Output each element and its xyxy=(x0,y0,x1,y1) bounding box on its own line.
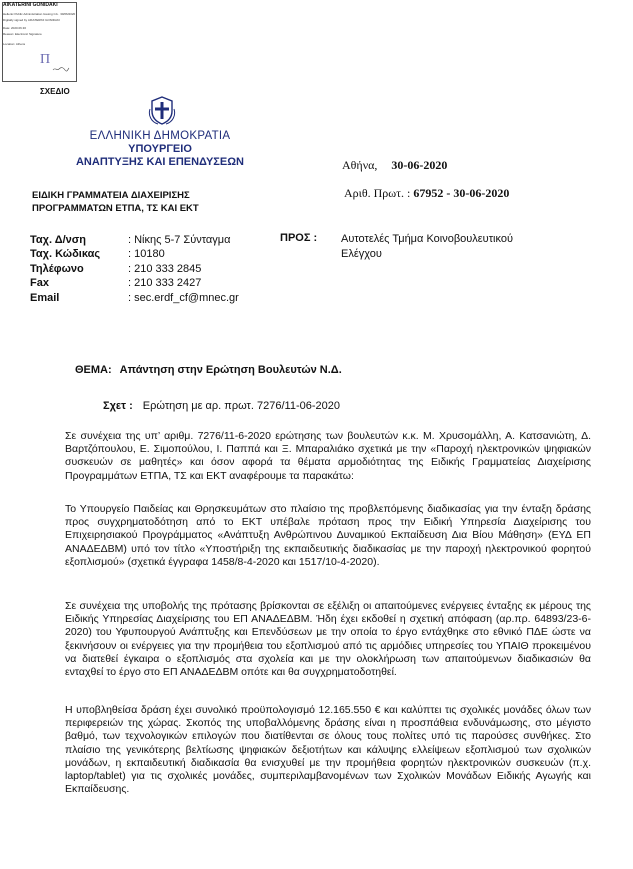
reference-label: Σχετ : xyxy=(103,400,133,412)
protocol-value: 67952 - 30-06-2020 xyxy=(413,186,510,200)
phone-label: Τηλέφωνο xyxy=(30,263,84,275)
subject-text: Απάντηση στην Ερώτηση Βουλευτών Ν.Δ. xyxy=(119,364,342,376)
signature-scribble-icon xyxy=(52,66,70,72)
postcode-value: : 10180 xyxy=(128,248,165,260)
stamp-line: Reason: Electronic Signature xyxy=(3,32,42,36)
phone-value: : 210 333 2845 xyxy=(128,263,202,275)
body-paragraph: Σε συνέχεια της υποβολής της πρότασης βρίσκονται σε εξέλιξη οι απαιτούμενες ενέργειες ένταξης εκ μέρους της Ειδικής Υπηρεσίας Διαχείρισης του ΕΠ ΑΝΑΔΕΔΒΜ. Ήδη έχει εκδοθεί η σχετική απόφαση (αρ.πρ. 64893/23-6-2020) του Υφυπουργού Ανάπτυξης και Επενδύσεων με την οποία το έργο εντάχθηκε στο εθνικό ΠΔΕ ώστε να ξεκινήσουν οι ενέργειες για την προμήθεια του εξοπλισμού από τις αρμόδιες υπηρεσίες του ΥΠΑΙΘ προκειμένου να διατεθεί έγκαιρα ο εξοπλισμός στα σχολεία και με την ολοκλήρωση των απαιτούμενων διαδικασιών θα ενταχθεί το έργο στο ΕΠ ΑΝΑΔΕΔΒΜ οπότε και θα συγχρηματοδοτηθεί. xyxy=(65,600,591,679)
republic-title: ΕΛΛΗΝΙΚΗ ΔΗΜΟΚΡΑΤΙΑ xyxy=(89,130,231,142)
address-value: : Νίκης 5-7 Σύνταγμα xyxy=(128,234,231,246)
subject-label: ΘΕΜΑ: xyxy=(75,364,112,376)
address-label: Ταχ. Δ/νση xyxy=(30,234,87,246)
fax-label: Fax xyxy=(30,277,49,289)
postcode-label: Ταχ. Κώδικας xyxy=(30,248,101,260)
reference-text: Ερώτηση με αρ. πρωτ. 7276/11-06-2020 xyxy=(142,400,340,412)
ministry-name: ΑΝΑΠΤΥΞΗΣ ΚΑΙ ΕΠΕΝΔΥΣΕΩΝ xyxy=(75,156,245,168)
email-label: Email xyxy=(30,292,60,304)
body-paragraph: Το Υπουργείο Παιδείας και Θρησκευμάτων στο πλαίσιο της προβλεπόμενης διαδικασίας για την ένταξη δράσης προς συγχρηματοδότηση από το ΕΚΤ υπέβαλε πρόταση προς την Ειδική Υπηρεσία Διαχείρισης του Επιχειρησιακού Προγράμματος «Ανάπτυξη Ανθρώπινου Δυναμικού Εκπαίδευση Δια Βίου Μάθηση» (ΕΥΔ ΕΠ ΑΝΑΔΕΔΒΜ) υπό τον τίτλο «Υποστήριξη της εκπαιδευτικής διαδικασίας με την παροχή ηλεκτρονικού φορητού εξοπλισμού» (σχετικά έγγραφα 1458/8-4-2020 και 1517/10-4-2020). xyxy=(65,503,591,568)
place-date xyxy=(342,158,447,173)
protocol-number xyxy=(344,186,509,201)
stamp-mark: Π xyxy=(40,52,51,67)
protocol-label: Αριθ. Πρωτ. : xyxy=(344,186,411,200)
subject-line xyxy=(75,364,342,376)
secretariat-line-2: ΠΡΟΓΡΑΜΜΑΤΩΝ ΕΤΠΑ, ΤΣ ΚΑΙ ΕΚΤ xyxy=(32,203,199,214)
stamp-line: Date: 2020.06.30 xyxy=(3,26,27,30)
recipient-value: Αυτοτελές Τμήμα Κοινοβουλευτικού Ελέγχου xyxy=(341,233,513,260)
city: Αθήνα, xyxy=(342,158,378,172)
greek-emblem-icon xyxy=(148,95,176,125)
stamp-line: Digitally signed by AIKATERINI GONIDAKI xyxy=(3,18,60,22)
reference-line xyxy=(103,400,340,412)
recipient-label: ΠΡΟΣ : xyxy=(280,232,318,244)
document-date: 30-06-2020 xyxy=(391,158,448,172)
stamp-line: Hellenic Public Administration Issuing CA · 30/06/2020 xyxy=(3,12,76,16)
stamp-line: Location: Athens xyxy=(3,42,26,46)
draft-label: ΣΧΕΔΙΟ xyxy=(40,87,70,96)
email-value: : sec.erdf_cf@mnec.gr xyxy=(128,292,239,304)
fax-value: : 210 333 2427 xyxy=(128,277,202,289)
body-paragraph: Η υποβληθείσα δράση έχει συνολικό προϋπολογισμό 12.165.550 € και καλύπτει τις σχολικές μονάδες όλων των περιφερειών της χώρας. Σκοπός της υποβαλλόμενης δράσης είναι η προσπάθεια ενδυνάμωσης, στο μέγιστο βαθμό, των τεχνολογικών επιλογών που διατίθενται σε όλους τους πολίτες υπό τις παρούσες συνθήκες. Στο πλαίσιο της γενικότερης βελτίωσης ψηφιακών δεξιοτήτων και κάλυψης ελλείψεων εξοπλισμού των σχολικών μονάδων, η εκπαιδευτική διαδικασία θα ενισχυθεί με την προμήθεια φορητών ηλεκτρονικών συσκευών (π.χ. laptop/tablet) για τις σχολικές μονάδες, συμπεριλαμβανομένων των Σχολικών Μονάδων Ειδικής Αγωγής και Εκπαίδευσης. xyxy=(65,704,591,796)
stamp-signer-name: AIKATERINI GONIDAKI xyxy=(3,2,58,8)
ministry-title: ΥΠΟΥΡΓΕΙΟ xyxy=(128,143,192,155)
body-paragraph: Σε συνέχεια της υπ’ αριθμ. 7276/11-6-2020 ερώτησης των βουλευτών κ.κ. Μ. Χρυσομάλλη, Α. Κατσανιώτη, Δ. Βαρτζόπουλου, Ε. Σιμοπούλου, Ι. Παππά και Ξ. Μπαραλιάκο σχετικά με την «Παροχή ηλεκτρονικών ψηφιακών συσκευών σε μαθητές» και όσον αφορά τα θέματα αρμοδιότητας της Ειδικής Γραμματείας Διαχείρισης Προγραμμάτων ΕΤΠΑ, ΤΣ και ΕΚΤ αναφέρουμε τα παρακάτω: xyxy=(65,430,591,482)
secretariat-line-1: ΕΙΔΙΚΗ ΓΡΑΜΜΑΤΕΙΑ ΔΙΑΧΕΙΡΙΣΗΣ xyxy=(32,190,190,201)
